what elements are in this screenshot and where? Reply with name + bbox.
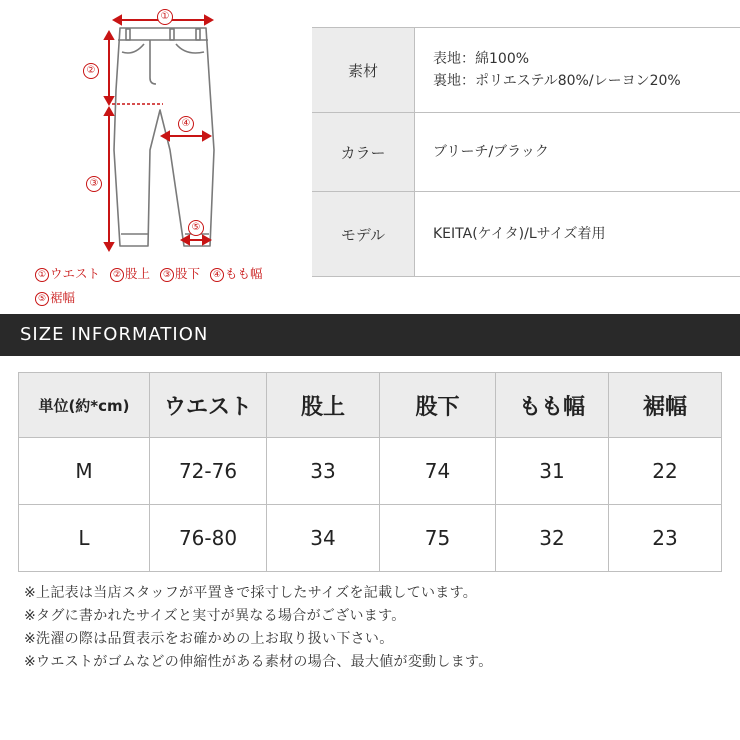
spec-table — [312, 27, 740, 277]
legend-label: 股下 — [175, 266, 201, 281]
spec-row-model — [312, 192, 740, 277]
size-label: M — [19, 438, 150, 505]
spec-label-model: モデル — [312, 192, 415, 276]
marker-waist: ① — [157, 9, 173, 25]
legend-number: ② — [110, 268, 124, 282]
rise-arrow-bottom — [105, 97, 113, 104]
material-outer: 表地：綿100% — [433, 51, 530, 67]
pants-diagram — [0, 0, 300, 310]
thigh-value: 31 — [496, 438, 609, 505]
header-unit: 単位(約*cm) — [19, 373, 150, 438]
note-line: ※タグに書かれたサイズと実寸が異なる場合がございます。 — [24, 608, 406, 624]
pants-illustration — [0, 0, 300, 260]
fly-line — [150, 40, 156, 84]
waist-value: 72-76 — [150, 438, 267, 505]
color-value: ブリーチ/ブラック — [433, 144, 549, 160]
left-pocket-line — [122, 44, 144, 53]
legend-number: ① — [35, 268, 49, 282]
rise-value: 34 — [267, 505, 380, 572]
legend-item-waist — [35, 262, 100, 286]
table-row — [19, 438, 722, 505]
legend-item-inseam — [160, 262, 200, 286]
spec-value-color — [415, 113, 740, 191]
spec-label-color: カラー — [312, 113, 415, 191]
note-line: ※上記表は当店スタッフが平置きで採寸したサイズを記載しています。 — [24, 585, 478, 601]
rise-value: 33 — [267, 438, 380, 505]
legend-item-rise — [110, 262, 150, 286]
marker-rise: ② — [83, 63, 99, 79]
size-table-header — [19, 373, 722, 438]
spec-value-material — [415, 28, 740, 112]
table-row — [19, 505, 722, 572]
material-lining: 裏地：ポリエステル80%/レーヨン20% — [433, 73, 681, 89]
right-pocket-line — [176, 44, 204, 53]
header-waist: ウエスト — [150, 373, 267, 438]
legend-number: ④ — [210, 268, 224, 282]
legend-number: ⑤ — [35, 292, 49, 306]
legend-item-hem — [35, 286, 75, 310]
header-hem: 裾幅 — [609, 373, 722, 438]
belt-loop-3 — [196, 29, 200, 40]
section-title: SIZE INFORMATION — [0, 314, 740, 356]
notes — [24, 582, 724, 674]
size-table — [18, 372, 722, 572]
spec-row-material — [312, 28, 740, 113]
note-line: ※洗濯の際は品質表示をお確かめの上お取り扱い下さい。 — [24, 631, 394, 647]
measurement-legend — [35, 262, 295, 310]
size-label: L — [19, 505, 150, 572]
inseam-arrow-bottom — [105, 243, 113, 250]
thigh-arrow-left — [162, 132, 169, 140]
hem-value: 23 — [609, 505, 722, 572]
waist-arrow-left — [114, 16, 121, 24]
header-thigh: もも幅 — [496, 373, 609, 438]
legend-label: 股上 — [125, 266, 151, 281]
header-rise: 股上 — [267, 373, 380, 438]
note-line: ※ウエストがゴムなどの伸縮性がある素材の場合、最大値が変動します。 — [24, 654, 493, 670]
inseam-arrow-top — [105, 108, 113, 115]
spec-label-material: 素材 — [312, 28, 415, 112]
spec-value-model — [415, 192, 740, 276]
spec-row-color — [312, 113, 740, 192]
legend-item-thigh — [210, 262, 263, 286]
model-value: KEITA(ケイタ)/Lサイズ着用 — [433, 226, 606, 242]
thigh-value: 32 — [496, 505, 609, 572]
marker-thigh: ④ — [178, 116, 194, 132]
waist-value: 76-80 — [150, 505, 267, 572]
inseam-value: 75 — [380, 505, 496, 572]
legend-label: 裾幅 — [50, 290, 76, 305]
waist-arrow-right — [205, 16, 212, 24]
hem-value: 22 — [609, 438, 722, 505]
rise-arrow-top — [105, 32, 113, 39]
belt-loop-2 — [170, 29, 174, 40]
thigh-arrow-right — [203, 132, 210, 140]
inseam-value: 74 — [380, 438, 496, 505]
hem-arrow-right — [203, 236, 210, 244]
belt-loop-1 — [126, 29, 130, 40]
marker-hem: ⑤ — [188, 220, 204, 236]
legend-label: もも幅 — [225, 266, 263, 281]
header-inseam: 股下 — [380, 373, 496, 438]
marker-inseam: ③ — [86, 176, 102, 192]
legend-number: ③ — [160, 268, 174, 282]
legend-label: ウエスト — [50, 266, 101, 281]
